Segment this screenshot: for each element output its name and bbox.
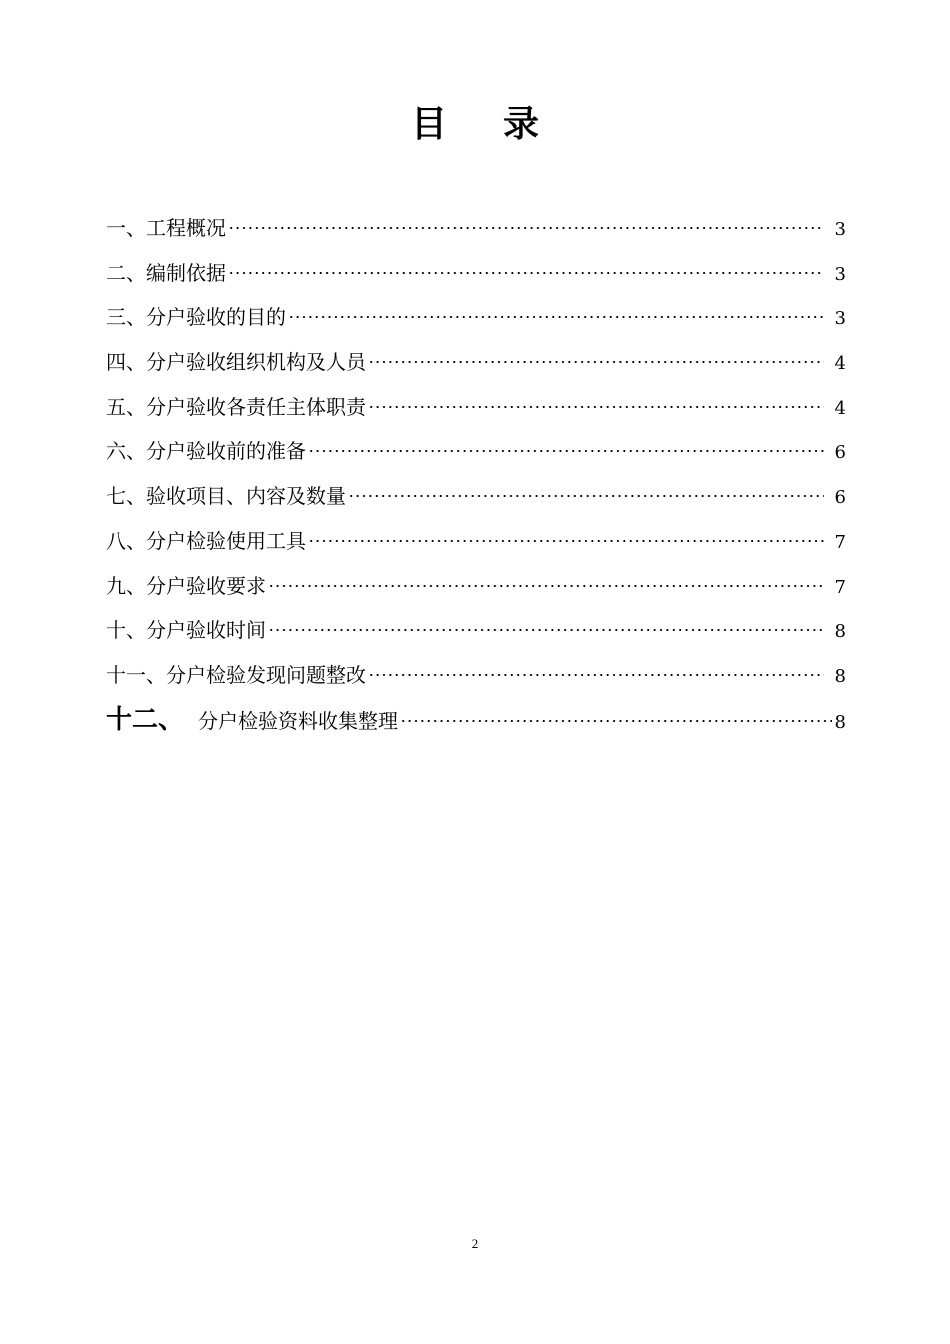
toc-entry-page: 8	[834, 621, 846, 643]
toc-entry-number: 一、	[106, 216, 146, 240]
toc-dot-leader	[228, 271, 824, 275]
toc-dot-leader	[288, 315, 824, 319]
toc-dot-leader	[268, 628, 824, 632]
toc-entry-label: 编制依据	[146, 260, 226, 285]
toc-dot-leader	[400, 719, 832, 723]
toc-entry-label: 分户检验资料收集整理	[198, 708, 399, 733]
toc-dot-leader	[348, 494, 824, 498]
toc-dot-leader	[308, 539, 824, 543]
toc-dot-leader	[228, 226, 824, 230]
toc-entry-number: 二、	[106, 260, 146, 285]
toc-entry-label: 验收项目、内容及数量	[146, 484, 346, 509]
toc-entry[interactable]	[106, 474, 846, 519]
toc-entry-page: 3	[834, 308, 846, 330]
toc-entry-number: 十一、	[106, 662, 166, 687]
toc-entry-number: 五、	[106, 394, 146, 419]
toc-entry[interactable]	[106, 564, 846, 609]
toc-entry-label: 分户检验使用工具	[146, 528, 306, 553]
toc-entry-number: 九、	[106, 573, 146, 598]
toc-dot-leader	[368, 360, 824, 364]
toc-entry[interactable]	[106, 519, 846, 564]
toc-entry-page: 6	[834, 487, 846, 509]
toc-entry-number: 三、	[106, 305, 146, 330]
toc-dot-leader	[308, 449, 824, 453]
toc-entry-page: 8	[834, 665, 846, 687]
toc-entry-page: 7	[834, 576, 846, 598]
toc-entry-label: 分户验收时间	[146, 618, 266, 643]
toc-entry[interactable]	[106, 698, 846, 743]
toc-entry[interactable]	[106, 385, 846, 430]
toc-entry-label: 分户检验发现问题整改	[166, 662, 366, 687]
toc-entry[interactable]	[106, 206, 846, 251]
toc-entry-number: 六、	[106, 439, 146, 464]
toc-entry-page: 7	[834, 531, 846, 553]
toc-dot-leader	[368, 673, 824, 677]
toc-entry-number: 十二、	[106, 704, 185, 735]
toc-entry-number: 四、	[106, 350, 146, 375]
toc-entry-label: 工程概况	[146, 216, 226, 240]
page-number: 2	[471, 1236, 479, 1251]
toc-entry-number: 八、	[106, 528, 146, 553]
toc-entry[interactable]	[106, 653, 846, 698]
toc-entry[interactable]	[106, 295, 846, 340]
toc-entry-label: 分户验收各责任主体职责	[146, 394, 366, 419]
toc-entry-page: 4	[834, 397, 846, 419]
toc-entry-label: 分户验收组织机构及人员	[146, 350, 366, 375]
toc-entry-number: 七、	[106, 484, 146, 509]
toc-entry[interactable]	[106, 251, 846, 296]
toc-entry-label: 分户验收前的准备	[146, 439, 306, 464]
toc-entry-page: 4	[834, 353, 846, 375]
toc-entry[interactable]	[106, 608, 846, 653]
toc-title: 目录	[410, 104, 595, 145]
toc-entry-page: 6	[834, 442, 846, 464]
toc-entry-page: 3	[834, 219, 846, 240]
toc-entry[interactable]	[106, 429, 846, 474]
toc-entry-label: 分户验收要求	[146, 573, 266, 598]
toc-list	[106, 206, 846, 742]
toc-entry-page: 8	[834, 711, 846, 733]
toc-entry[interactable]	[106, 340, 846, 385]
toc-entry-page: 3	[834, 263, 846, 285]
toc-dot-leader	[268, 584, 824, 588]
toc-entry-label: 分户验收的目的	[146, 305, 286, 330]
toc-entry-number: 十、	[106, 618, 146, 643]
toc-dot-leader	[368, 405, 824, 409]
